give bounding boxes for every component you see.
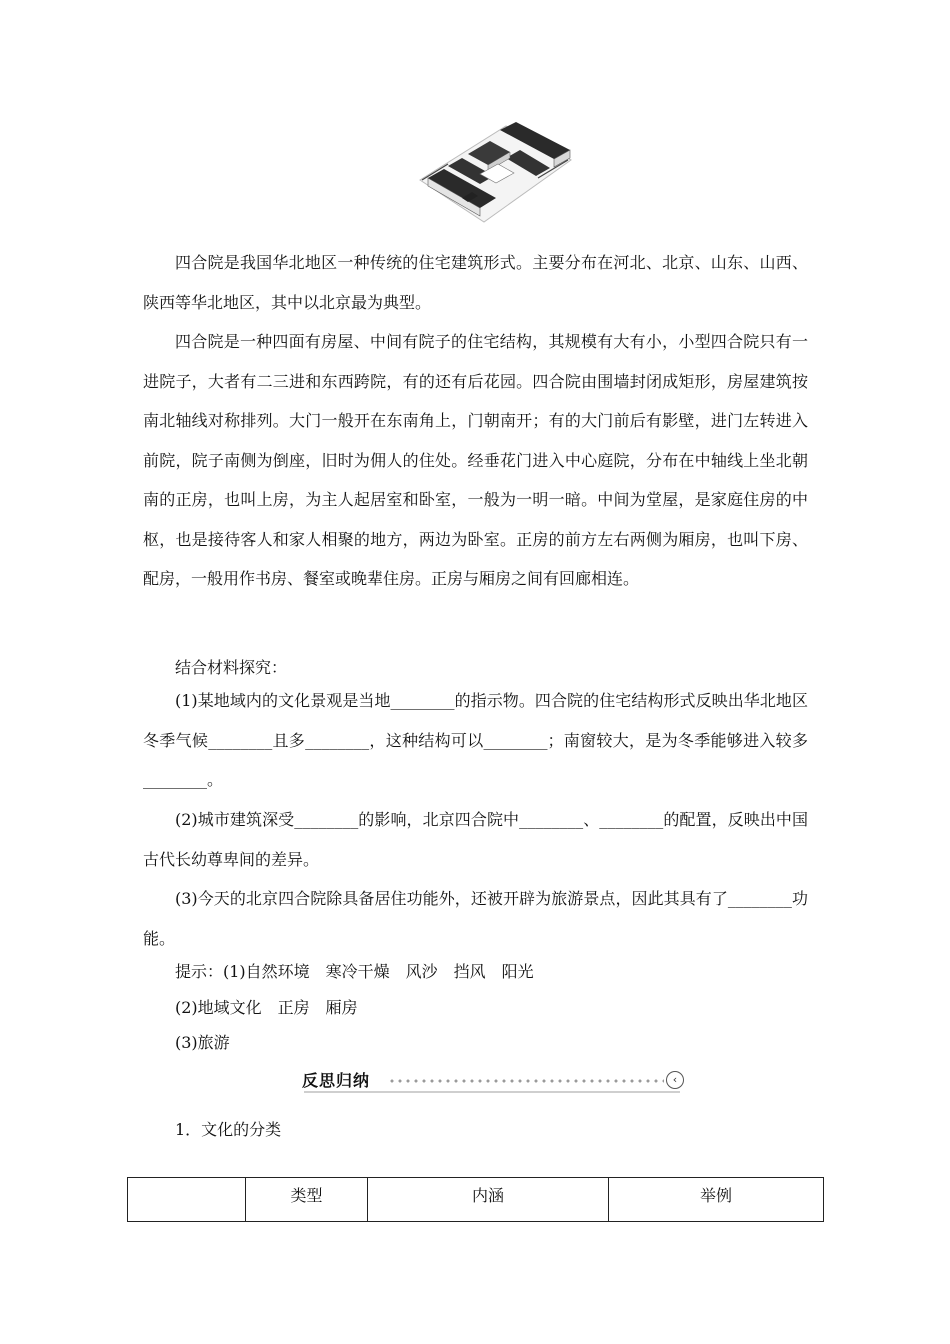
intro-paragraph: 四合院是我国华北地区一种传统的住宅建筑形式。主要分布在河北、北京、山东、山西、陕西等华北地区，其中以北京最为典型。	[143, 253, 808, 312]
table-header-row	[128, 1178, 824, 1222]
table-header-blank	[128, 1178, 246, 1222]
table-header-type: 类型	[246, 1178, 368, 1222]
description-paragraph: 四合院是一种四面有房屋、中间有院子的住宅结构，其规模有大有小，小型四合院只有一进院子，大者有二三进和东西跨院，有的还有后花园。四合院由围墙封闭成矩形，房屋建筑按南北轴线对称排列。大门一般开在东南角上，门朝南开；有的大门前后有影壁，进门左转进入前院，院子南侧为倒座，旧时为佣人的住处。经垂花门进入中心庭院，分布在中轴线上坐北朝南的正房，也叫上房，为主人起居室和卧室，一般为一明一暗。中间为堂屋，是家庭住房的中枢，也是接待客人和家人相聚的地方，两边为卧室。正房的前方左右两侧为厢房，也叫下房、配房，一般用作书房、餐室或晚辈住房。正房与厢房之间有回廊相连。	[143, 332, 808, 588]
dotted-divider	[388, 1079, 664, 1083]
exploration-prompt: 结合材料探究：	[175, 658, 288, 677]
culture-classification-table	[127, 1177, 824, 1222]
heading-underline	[304, 1091, 680, 1093]
section-title: 反思归纳	[302, 1071, 371, 1090]
question-3: (3)今天的北京四合院除具备居住功能外，还被开辟为旅游景点，因此其具有了________功能。	[143, 889, 808, 948]
section-heading	[302, 1066, 684, 1096]
list-item-culture-classification: 1．文化的分类	[175, 1120, 282, 1139]
table-header-connotation: 内涵	[368, 1178, 609, 1222]
hint-1: 提示：(1)自然环境 寒冷干燥 风沙 挡风 阳光	[175, 962, 534, 981]
question-2: (2)城市建筑深受________的影响，北京四合院中________、________的配置，反映出中国古代长幼尊卑间的差异。	[143, 810, 808, 869]
hint-2: (2)地域文化 正房 厢房	[175, 998, 358, 1017]
siheyuan-illustration	[418, 118, 573, 228]
chevron-left-icon: ‹	[666, 1071, 684, 1089]
hint-3: (3)旅游	[175, 1033, 230, 1052]
question-1: (1)某地域内的文化景观是当地________的指示物。四合院的住宅结构形式反映出华北地区冬季气候________且多________，这种结构可以________；南窗较大，是为冬季能够进入较多________。	[143, 691, 808, 789]
table-header-examples: 举例	[609, 1178, 824, 1222]
